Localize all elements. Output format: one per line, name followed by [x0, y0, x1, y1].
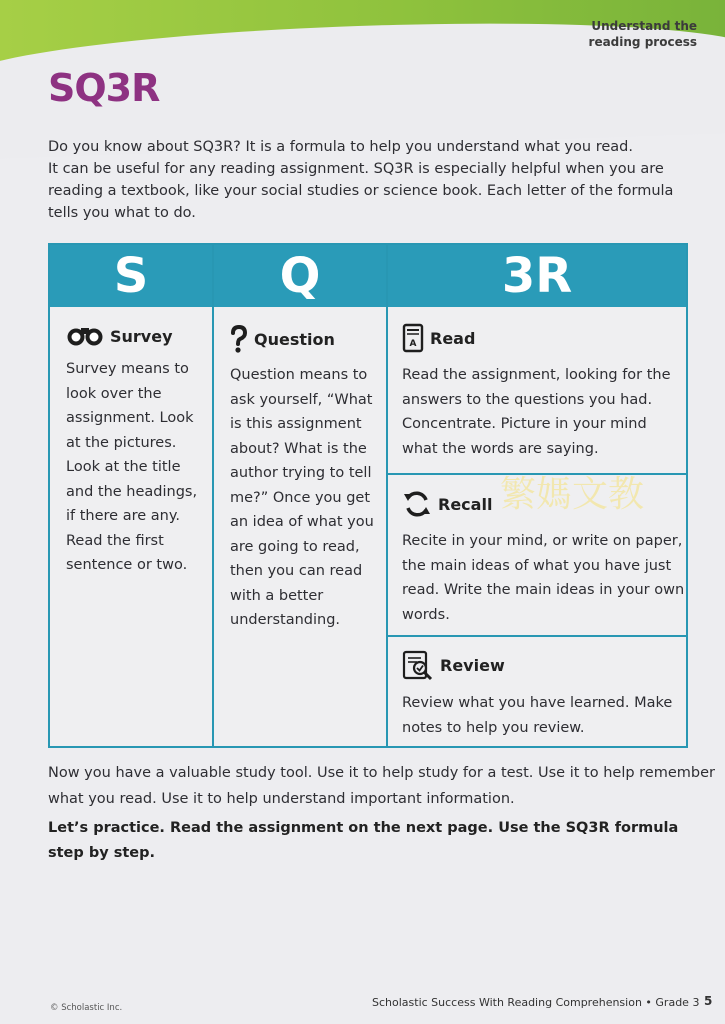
read-cell — [402, 323, 682, 461]
review-cell — [402, 649, 682, 740]
question-cell — [230, 325, 380, 633]
review-line: notes to help you review. — [402, 719, 585, 736]
outro-line: what you read. Use it to help understand important information. — [48, 791, 515, 807]
section-tag-line: Understand the — [591, 19, 697, 33]
survey-line: Survey means to — [66, 361, 189, 377]
question-line: about? What is the — [230, 440, 367, 457]
recall-text — [402, 529, 685, 627]
read-label: Read — [430, 328, 476, 348]
header-3r: 3R — [388, 245, 686, 307]
question-line: author trying to tell — [230, 465, 372, 481]
intro-line: reading a textbook, like your social studies or science book. Each letter of the formula — [48, 183, 674, 199]
survey-cell — [66, 325, 206, 578]
survey-heading — [66, 325, 206, 347]
recall-line: the main ideas of what you have just — [402, 557, 672, 574]
recall-label: Recall — [438, 494, 493, 514]
read-text — [402, 363, 682, 461]
question-line: understanding. — [230, 612, 341, 628]
review-line: Review what you have learned. Make — [402, 695, 673, 711]
review-label: Review — [440, 655, 505, 675]
outro-paragraph — [48, 760, 715, 812]
survey-line: at the pictures. — [66, 434, 177, 451]
section-tag-line: reading process — [588, 35, 697, 49]
binoculars-icon — [66, 325, 104, 347]
svg-text:A: A — [409, 339, 417, 349]
page-title: SQ3R — [48, 66, 160, 110]
column-divider — [212, 245, 214, 746]
survey-label: Survey — [110, 326, 173, 346]
question-line: Question means to — [230, 367, 368, 383]
column-divider — [386, 245, 388, 746]
recall-line: words. — [402, 606, 450, 623]
row-divider — [388, 635, 688, 637]
cycle-arrows-icon — [402, 489, 432, 519]
question-line: ask yourself, “What — [230, 391, 373, 408]
survey-line: Read the first — [66, 532, 164, 549]
survey-line: and the headings, — [66, 483, 198, 500]
survey-text — [66, 357, 206, 578]
read-heading — [402, 323, 682, 353]
read-line: what the words are saying. — [402, 440, 599, 457]
recall-line: Recite in your mind, or write on paper, — [402, 533, 683, 549]
survey-line: Look at the title — [66, 459, 181, 475]
intro-line: tells you what to do. — [48, 205, 196, 221]
practice-line: Let’s practice. Read the assignment on the next page. Use the SQ3R formula — [48, 820, 679, 836]
intro-line: Do you know about SQ3R? It is a formula to help you understand what you read. — [48, 139, 633, 155]
question-text — [230, 363, 380, 633]
question-line: an idea of what you — [230, 514, 374, 530]
practice-line: step by step. — [48, 845, 155, 861]
section-tag — [557, 18, 697, 50]
watermark: 繁媽文教 — [500, 474, 645, 515]
question-mark-icon — [230, 325, 248, 353]
copyright: © Scholastic Inc. — [50, 1003, 123, 1013]
review-checklist-icon — [402, 649, 434, 681]
practice-instructions — [48, 816, 688, 866]
question-line: then you can read — [230, 563, 363, 579]
question-line: are going to read, — [230, 538, 360, 555]
question-line: with a better — [230, 587, 324, 604]
header-s: S — [50, 245, 212, 307]
recall-line: read. Write the main ideas in your own — [402, 582, 685, 598]
review-text — [402, 691, 682, 740]
survey-line: if there are any. — [66, 508, 180, 524]
question-label: Question — [254, 329, 335, 349]
review-heading — [402, 649, 682, 681]
intro-line: It can be useful for any reading assignment. SQ3R is especially helpful when you are — [48, 161, 664, 177]
page-number: 5 — [704, 994, 713, 1008]
read-line: answers to the questions you had. — [402, 391, 653, 408]
read-line: Concentrate. Picture in your mind — [402, 416, 647, 432]
outro-line: Now you have a valuable study tool. Use it to help study for a test. Use it to help remember — [48, 765, 715, 781]
book-title: Scholastic Success With Reading Comprehension • Grade 3 — [372, 996, 700, 1009]
intro-paragraph — [48, 136, 674, 224]
survey-line: sentence or two. — [66, 557, 188, 573]
survey-line: assignment. Look — [66, 410, 194, 426]
book-icon — [402, 323, 424, 353]
survey-line: look over the — [66, 385, 162, 402]
read-line: Read the assignment, looking for the — [402, 367, 671, 383]
header-q: Q — [214, 245, 386, 307]
question-heading — [230, 325, 380, 353]
question-line: me?” Once you get — [230, 489, 371, 506]
question-line: is this assignment — [230, 416, 362, 432]
